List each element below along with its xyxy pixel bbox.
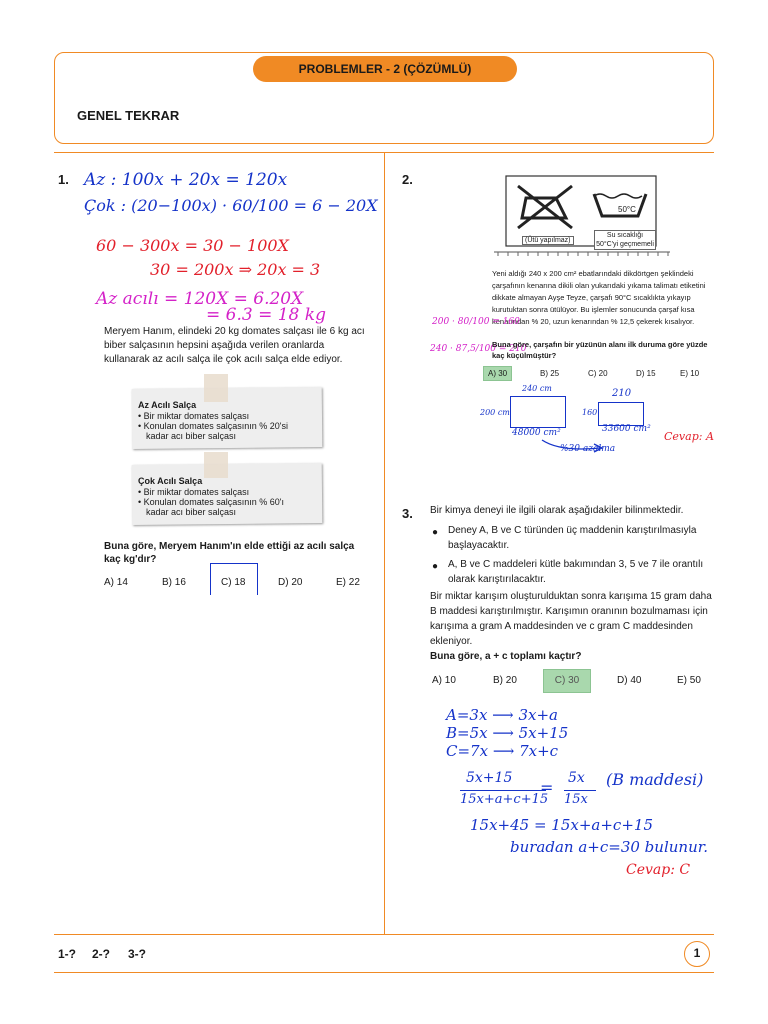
q3-option-e[interactable]: E) 50	[677, 675, 701, 686]
q2-handwritten-calc-1: 200 · 80/100 = 160	[432, 317, 520, 327]
q3-fraction-right-num: 5x	[568, 770, 585, 786]
q2-option-a[interactable]: A) 30	[483, 366, 512, 381]
footer-answer-3: 3-?	[128, 947, 146, 961]
q2-decrease-note: %30 azalma	[560, 444, 616, 454]
fraction-bar	[460, 790, 546, 791]
fraction-bar	[564, 790, 596, 791]
q3-handwritten-note: (B maddesi)	[606, 770, 704, 789]
q3-fraction-left-num: 5x+15	[466, 770, 513, 786]
q1-card1-item-2: • Konulan domates salçasının % 20'si	[138, 421, 288, 431]
q3-option-b[interactable]: B) 20	[493, 675, 517, 686]
wash-caption: Su sıcaklığı 50°C'yi geçmemeli	[594, 230, 656, 250]
q1-option-a[interactable]: A) 14	[104, 577, 128, 588]
q3-fraction-right-den: 15x	[564, 792, 588, 807]
q2-answer-note: Cevap: A	[664, 430, 714, 443]
q1-card2-item-3: kadar acı biber salçası	[146, 507, 237, 517]
q2-rect2-top-label: 210	[612, 388, 632, 399]
q2-rect2-side-label: 160	[582, 408, 598, 417]
q1-handwritten-line-4: 30 = 200x ⇒ 20x = 3	[150, 260, 321, 279]
q2-question: Buna göre, çarşafın bir yüzünün alanı ilk duruma göre yüzde kaç küçülmüştür?	[492, 340, 708, 360]
q1-question: Buna göre, Meryem Hanım'ın elde ettiği az acılı salça kaç kg'dır?	[104, 541, 355, 565]
q3-handwritten-line-5: 15x+45 = 15x+a+c+15	[470, 816, 653, 834]
footer-answer-1: 1-?	[58, 947, 76, 961]
answer-highlight-box	[210, 563, 258, 595]
q1-card1-item-1: • Bir miktar domates salçası	[138, 411, 250, 421]
q1-option-c[interactable]: C) 18	[221, 577, 246, 588]
temperature-label: 50°C	[618, 205, 636, 214]
question-number-1: 1.	[58, 172, 69, 187]
q1-card1-item-3: kadar acı biber salçası	[146, 431, 237, 441]
q1-option-e[interactable]: E) 22	[336, 577, 360, 588]
q1-text: Meryem Hanım, elindeki 20 kg domates salçası ile 6 kg acı biber salçasının hepsini aşağıda verilen oranlarda kullanarak az acılı salça ile çok acılı salça elde ediyor.	[104, 326, 365, 365]
q1-card2-item-2: • Konulan domates salçasının % 60'ı	[138, 497, 284, 507]
iron-caption: (Ütü yapılmaz)	[522, 236, 574, 245]
q2-option-e[interactable]: E) 10	[680, 369, 700, 378]
q3-answer-note: Cevap: C	[626, 862, 691, 878]
q3-handwritten-line-2: B=5x ⟶ 5x+15	[446, 724, 569, 742]
q1-option-b[interactable]: B) 16	[162, 577, 186, 588]
bullet-icon: ●	[432, 561, 439, 572]
q2-rect1-side-label: 200 cm	[480, 408, 510, 417]
q3-option-d[interactable]: D) 40	[617, 675, 642, 686]
q3-body: Bir miktar karışım oluşturulduktan sonra karışıma 15 gram daha B maddesi karıştırılmıştır. Karışımın oranının bozulmaması için karışıma a gram A maddesinden ve c gram C maddesinden ekleniyor.	[430, 591, 712, 647]
q2-rect-before	[510, 396, 566, 428]
q1-handwritten-line-3: 60 − 300x = 30 − 100X	[96, 236, 289, 255]
q2-text: Yeni aldığı 240 x 200 cm² ebatlarındaki dikdörtgen şeklindeki çarşafının kenarına dikili olan yukarıdaki yıkama talimatı etiketini dikkate almayan Ayşe Teyze, çarşafı 90°C sıcaklıkta yıkayıp kurutuktan sonra ütülüyor. Bu işlemler sonucunda çarşaf kısa kenarından % 20, uzun kenarından % 12,5 çekerek kısalıyor.	[492, 269, 706, 326]
footer-answer-2: 2-?	[92, 947, 110, 961]
q2-option-b[interactable]: B) 25	[540, 369, 560, 378]
equals-sign: =	[540, 778, 554, 797]
q2-option-d[interactable]: D) 15	[636, 369, 656, 378]
q2-rect1-top-label: 240 cm	[522, 384, 552, 393]
question-number-2: 2.	[402, 172, 413, 187]
q1-option-d[interactable]: D) 20	[278, 577, 303, 588]
q3-intro: Bir kimya deneyi ile ilgili olarak aşağıdakiler bilinmektedir.	[430, 505, 684, 516]
q3-question: Buna göre, a + c toplamı kaçtır?	[430, 651, 582, 662]
q2-rect2-area: 33600 cm²	[602, 424, 651, 434]
tape-decoration	[204, 452, 228, 478]
q3-bullet-1: Deney A, B ve C türünden üç maddenin karıştırılmasıyla başlayacaktır.	[448, 525, 697, 551]
q3-handwritten-line-1: A=3x ⟶ 3x+a	[446, 706, 558, 724]
q3-option-c[interactable]: C) 30	[543, 669, 591, 693]
q2-option-c[interactable]: C) 20	[588, 369, 608, 378]
q3-option-a[interactable]: A) 10	[432, 675, 456, 686]
q3-handwritten-line-3: C=7x ⟶ 7x+c	[446, 742, 559, 760]
page-number: 1	[684, 941, 710, 967]
footer-divider	[54, 972, 714, 973]
q2-handwritten-calc-2: 240 · 87,5/100 = 210	[430, 344, 527, 354]
q1-card2-title: Çok Acılı Salça	[138, 476, 203, 486]
q1-handwritten-line-1: Az : 100x + 20x = 120x	[84, 170, 288, 190]
section-title: GENEL TEKRAR	[77, 108, 180, 123]
q3-handwritten-line-6: buradan a+c=30 bulunur.	[510, 838, 709, 856]
q1-handwritten-line-2: Çok : (20−100x) · 60/100 = 6 − 20X	[84, 196, 378, 215]
question-number-3: 3.	[402, 506, 413, 521]
bullet-icon: ●	[432, 527, 439, 538]
q3-fraction-left-den: 15x+a+c+15	[460, 792, 549, 807]
q3-bullet-2: A, B ve C maddeleri kütle bakımından 3, 5 ve 7 ile orantılı olarak karıştırılacaktır.	[448, 559, 704, 585]
q1-card1-title: Az Acılı Salça	[138, 400, 197, 410]
q1-handwritten-line-5: Az acılı = 120X = 6.20X	[96, 289, 304, 309]
q1-card2-item-1: • Bir miktar domates salçası	[138, 487, 250, 497]
bottom-divider	[54, 934, 714, 935]
page-title: PROBLEMLER - 2 (ÇÖZÜMLÜ)	[253, 56, 517, 82]
q2-rect1-area: 48000 cm²	[512, 428, 561, 438]
column-divider	[384, 152, 385, 934]
tape-decoration	[204, 374, 228, 402]
q2-rect-after	[598, 402, 644, 426]
q1-handwritten-line-6: = 6.3 = 18 kg	[206, 305, 326, 325]
